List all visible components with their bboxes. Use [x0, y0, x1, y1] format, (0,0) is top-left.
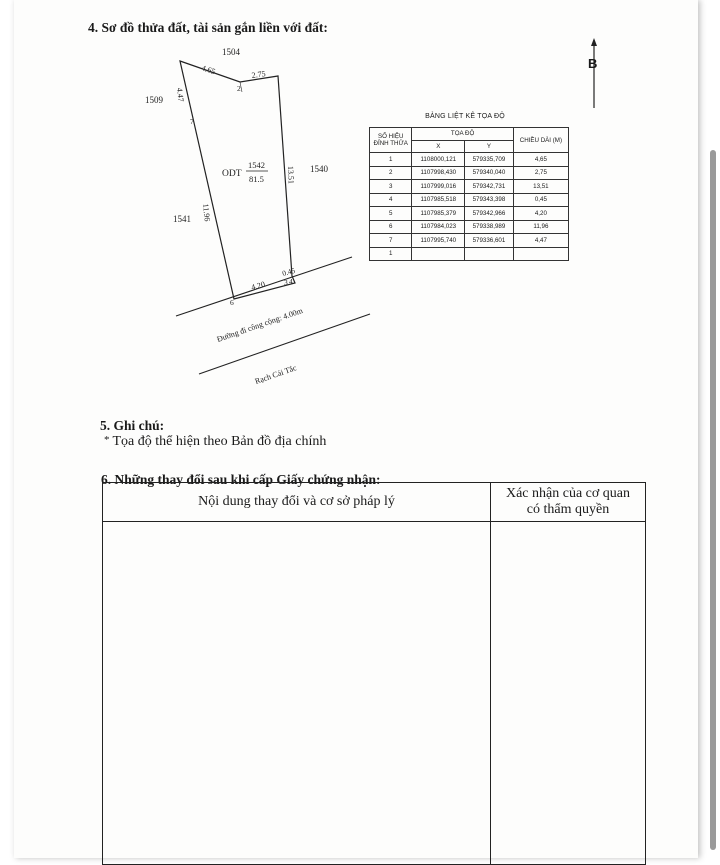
cell-y: 579336,601	[465, 234, 514, 248]
parcel-outline	[180, 61, 295, 299]
table-row	[370, 247, 569, 261]
cell-x: 1107985,518	[412, 193, 465, 207]
neighbor-left: 1509	[145, 95, 163, 105]
confirmation-line-1: Xác nhận của cơ quan	[505, 486, 630, 501]
cell-y: 579335,709	[465, 153, 514, 167]
section-4-title: 4. Sơ đồ thửa đất, tài sản gắn liền với đất:	[88, 20, 328, 35]
confirmation-line-2: có thẩm quyền	[526, 502, 610, 517]
cell-y: 579342,731	[465, 180, 514, 194]
road-label: Đường đi công cộng: 4.00m	[215, 306, 304, 344]
cell-length: 11,96	[513, 220, 568, 234]
coord-header-x: X	[412, 140, 465, 153]
note-line	[104, 434, 326, 450]
neighbor-lower-left: 1541	[173, 214, 191, 224]
cell-id: 5	[370, 207, 412, 221]
north-arrow-icon	[591, 38, 597, 108]
cell-length: 4,65	[513, 153, 568, 167]
north-label: B	[588, 56, 598, 71]
cell-x: 1107984,023	[412, 220, 465, 234]
changes-header-content: Nội dung thay đổi và cơ sở pháp lý	[103, 483, 491, 522]
edge-length-7: 4.47	[175, 87, 186, 103]
edge-length-1: 4.65	[200, 63, 217, 77]
table-row	[370, 220, 569, 234]
cell-id: 2	[370, 166, 412, 180]
edge-length-3: 13.51	[286, 165, 296, 185]
changes-table	[102, 482, 646, 865]
cell-id: 4	[370, 193, 412, 207]
coord-header-length: CHIỀU DÀI (M)	[513, 128, 568, 153]
neighbor-right: 1540	[310, 164, 328, 174]
note-text: Tọa độ thể hiện theo Bản đồ địa chính	[112, 434, 327, 449]
neighbor-top: 1504	[222, 47, 240, 57]
vertex-4: 4	[289, 277, 293, 286]
changes-confirmation-cell[interactable]	[491, 522, 646, 865]
cell-length: 13,51	[513, 180, 568, 194]
coord-header-coord: TỌA ĐỘ	[412, 128, 513, 141]
edge-length-2: 2.75	[251, 69, 267, 80]
edge-length-5: 4.20	[250, 279, 267, 292]
table-row	[370, 153, 569, 167]
cell-x: 1107995,740	[412, 234, 465, 248]
cell-y: 579338,989	[465, 220, 514, 234]
cell-x: 1107999,016	[412, 180, 465, 194]
cell-x: 1107985,379	[412, 207, 465, 221]
cell-y: 579343,398	[465, 193, 514, 207]
table-row	[370, 234, 569, 248]
cell-id: 6	[370, 220, 412, 234]
edge-length-6: 11.96	[201, 203, 212, 222]
vertex-2: 2	[237, 84, 241, 93]
coord-table-title: BẢNG LIỆT KÊ TỌA ĐỘ	[425, 113, 505, 120]
parcel-number: 1542	[248, 160, 265, 170]
cell-y	[465, 247, 514, 261]
edge-length-4: 0.45	[281, 265, 297, 278]
cell-id: 1	[370, 247, 412, 261]
coord-header-y: Y	[465, 140, 514, 153]
table-row	[370, 180, 569, 194]
vertex-6: 6	[230, 298, 234, 307]
cell-x	[412, 247, 465, 261]
table-row	[370, 193, 569, 207]
asterisk-icon: *	[104, 434, 110, 446]
table-row	[370, 166, 569, 180]
cell-x: 1107998,430	[412, 166, 465, 180]
cell-y: 579342,966	[465, 207, 514, 221]
changes-content-cell[interactable]	[103, 522, 491, 865]
canal-edge-line	[199, 314, 370, 374]
cell-length: 0,45	[513, 193, 568, 207]
parcel-area: 81.5	[249, 174, 264, 184]
cell-id: 7	[370, 234, 412, 248]
cell-length: 4,47	[513, 234, 568, 248]
coord-header-point: SỐ HIỆU ĐỈNH THỬA	[370, 128, 412, 153]
parcel-type: ODT	[222, 169, 242, 179]
cell-id: 1	[370, 153, 412, 167]
cell-x: 1108000,121	[412, 153, 465, 167]
canal-label: Rạch Cái Tắc	[253, 363, 298, 386]
cell-id: 3	[370, 180, 412, 194]
coord-table	[369, 127, 569, 261]
cell-length: 4,20	[513, 207, 568, 221]
cell-length	[513, 247, 568, 261]
section-5-title: 5. Ghi chú:	[100, 418, 165, 433]
vertex-3: 3	[284, 278, 288, 287]
section-6-title: 6. Những thay đổi sau khi cấp Giấy chứng nhận:	[101, 472, 381, 487]
changes-header-confirmation	[491, 483, 646, 522]
vertex-7: 7	[190, 117, 194, 126]
table-row	[370, 207, 569, 221]
cell-length: 2,75	[513, 166, 568, 180]
cell-y: 579340,040	[465, 166, 514, 180]
